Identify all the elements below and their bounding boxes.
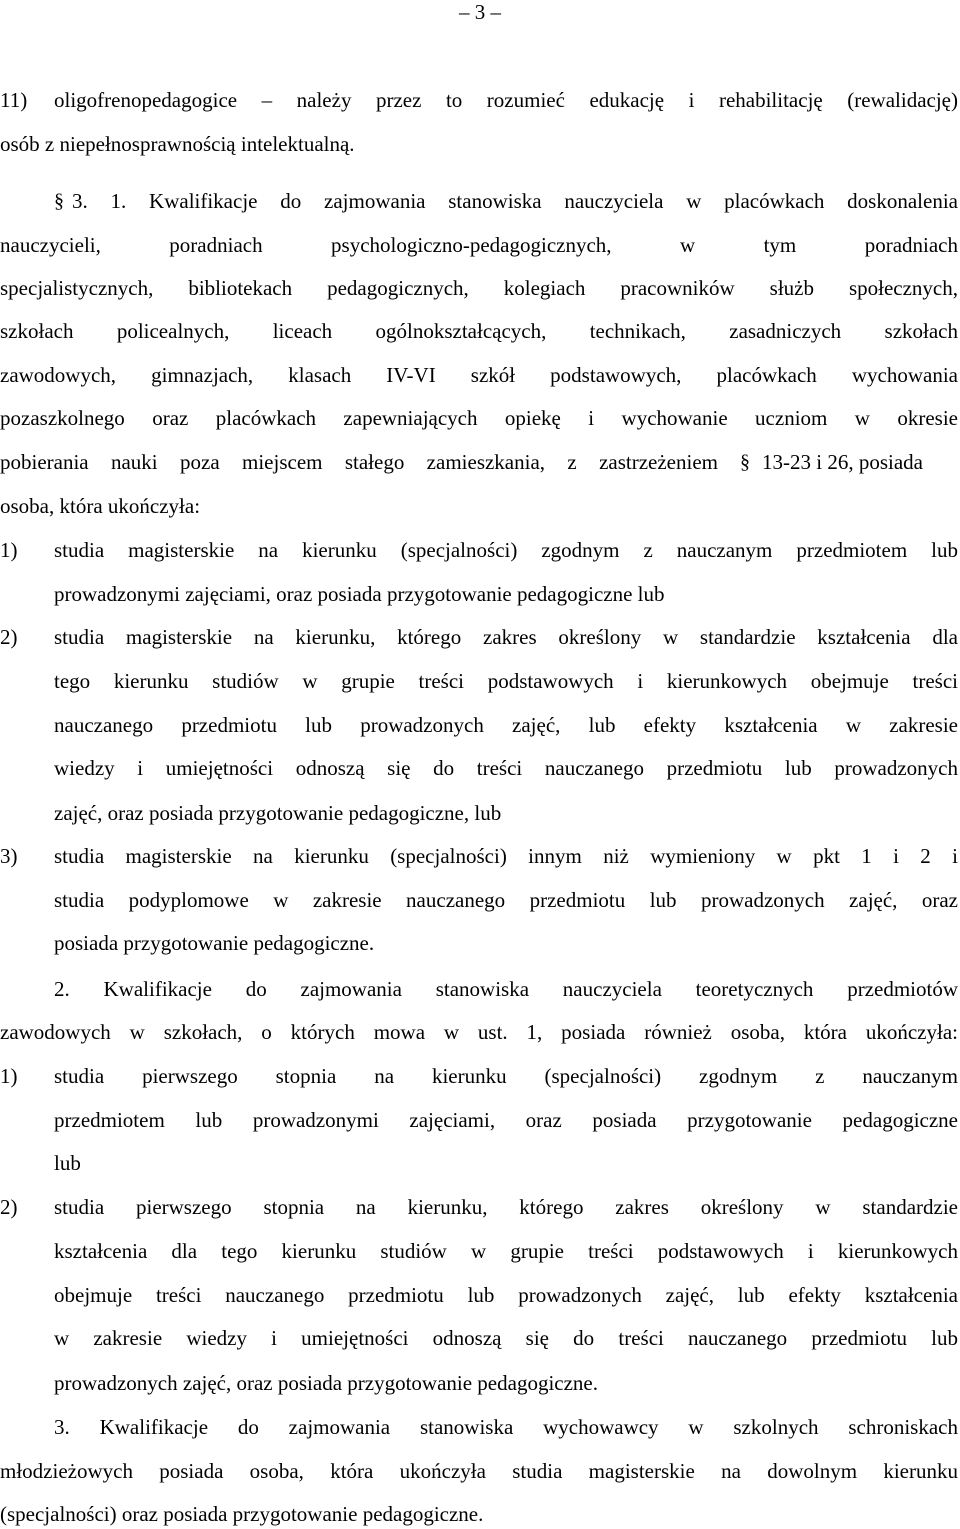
list-item-line: prowadzonymi zajęciami, oraz posiada przygotowanie pedagogiczne lub bbox=[54, 582, 665, 606]
list-item-line: wiedzy i umiejętności odnoszą się do treści nauczanego przedmiotu lub prowadzonych bbox=[54, 756, 958, 780]
list-item-line: studia magisterskie na kierunku, którego zakres określony w standardzie kształcenia dla bbox=[54, 625, 958, 649]
page-number: – 3 – bbox=[459, 0, 501, 24]
list-item-line: lub bbox=[54, 1151, 81, 1175]
paragraph-line: młodzieżowych posiada osoba, która ukończyła studia magisterskie na dowolnym kierunku bbox=[0, 1459, 958, 1483]
item-number: 1) bbox=[0, 1064, 18, 1088]
paragraph-line: 2. Kwalifikacje do zajmowania stanowiska nauczyciela teoretycznych przedmiotów bbox=[54, 977, 958, 1001]
list-item-line: kształcenia dla tego kierunku studiów w grupie treści podstawowych i kierunkowych bbox=[54, 1239, 958, 1263]
paragraph-line: pozaszkolnego oraz placówkach zapewniających opiekę i wychowanie uczniom w okresie bbox=[0, 406, 958, 430]
list-item-line: nauczanego przedmiotu lub prowadzonych zajęć, lub efekty kształcenia w zakresie bbox=[54, 713, 958, 737]
paragraph-line: zawodowych, gimnazjach, klasach IV-VI szkół podstawowych, placówkach wychowania bbox=[0, 363, 958, 387]
list-item-line: zajęć, oraz posiada przygotowanie pedagogiczne, lub bbox=[54, 801, 502, 825]
item-number: 3) bbox=[0, 844, 18, 868]
list-item-line: studia magisterskie na kierunku (specjalności) innym niż wymieniony w pkt 1 i 2 i bbox=[54, 844, 958, 868]
paragraph-line: zawodowych w szkołach, o których mowa w ust. 1, posiada również osoba, która ukończyła: bbox=[0, 1020, 958, 1044]
section-mark: § bbox=[54, 190, 64, 212]
text-line: oligofrenopedagogice – należy przez to rozumieć edukację i rehabilitację (rewalidację) bbox=[54, 88, 958, 112]
paragraph-line: osoba, która ukończyła: bbox=[0, 494, 201, 518]
paragraph-line: pobierania nauki poza miejscem stałego zamieszkania, z zastrzeżeniem bbox=[0, 450, 718, 474]
paragraph-line: 3. 1. Kwalifikacje do zajmowania stanowiska nauczyciela w placówkach doskonalenia bbox=[72, 189, 958, 213]
item-number: 11) bbox=[0, 88, 28, 112]
section-mark: § bbox=[740, 451, 750, 473]
list-item-line: studia pierwszego stopnia na kierunku, którego zakres określony w standardzie bbox=[54, 1195, 958, 1219]
list-item-line: prowadzonych zajęć, oraz posiada przygotowanie pedagogiczne. bbox=[54, 1371, 599, 1395]
list-item-line: tego kierunku studiów w grupie treści podstawowych i kierunkowych obejmuje treści bbox=[54, 669, 958, 693]
paragraph-line: (specjalności) oraz posiada przygotowanie pedagogiczne. bbox=[0, 1502, 484, 1526]
list-item-line: studia podyplomowe w zakresie nauczanego przedmiotu lub prowadzonych zajęć, oraz bbox=[54, 888, 958, 912]
text-line: osób z niepełnosprawnością intelektualną. bbox=[0, 132, 355, 156]
paragraph-line: specjalistycznych, bibliotekach pedagogicznych, kolegiach pracowników służb społecznych, bbox=[0, 276, 958, 300]
list-item-line: studia magisterskie na kierunku (specjalności) zgodnym z nauczanym przedmiotem lub bbox=[54, 538, 958, 562]
item-number: 2) bbox=[0, 625, 18, 649]
paragraph-line: szkołach policealnych, liceach ogólnokształcących, technikach, zasadniczych szkołach bbox=[0, 319, 958, 343]
list-item-line: obejmuje treści nauczanego przedmiotu lub prowadzonych zajęć, lub efekty kształcenia bbox=[54, 1283, 958, 1307]
paragraph-line: nauczycieli, poradniach psychologiczno-pedagogicznych, w tym poradniach bbox=[0, 233, 958, 257]
item-number: 1) bbox=[0, 538, 18, 562]
paragraph-line: 3. Kwalifikacje do zajmowania stanowiska wychowawcy w szkolnych schroniskach bbox=[54, 1415, 958, 1439]
list-item-line: w zakresie wiedzy i umiejętności odnoszą się do treści nauczanego przedmiotu lub bbox=[54, 1326, 958, 1350]
list-item-line: studia pierwszego stopnia na kierunku (specjalności) zgodnym z nauczanym bbox=[54, 1064, 958, 1088]
list-item-line: przedmiotem lub prowadzonymi zajęciami, oraz posiada przygotowanie pedagogiczne bbox=[54, 1108, 958, 1132]
paragraph-line: 13-23 i 26, posiada bbox=[762, 450, 923, 474]
list-item-line: posiada przygotowanie pedagogiczne. bbox=[54, 931, 375, 955]
item-number: 2) bbox=[0, 1195, 18, 1219]
